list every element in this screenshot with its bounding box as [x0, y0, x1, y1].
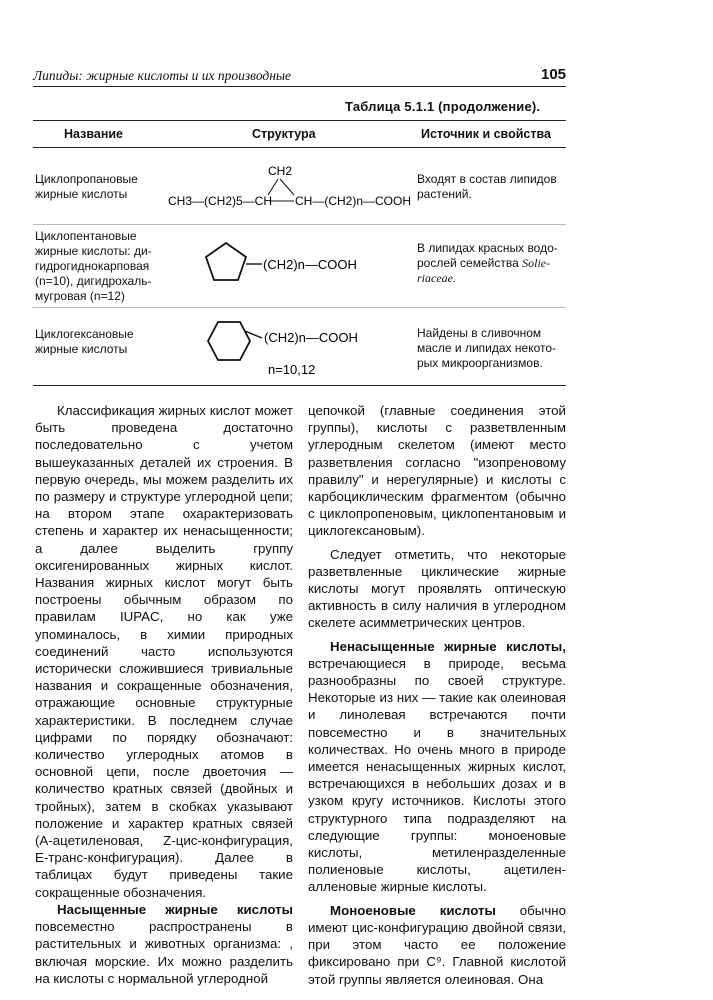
row2-name-line: гидрогиднокарповая [35, 259, 150, 273]
row2-source [417, 241, 558, 286]
table-bottom-rule [33, 385, 566, 386]
row3-source [417, 326, 556, 371]
column-header-name: Название [64, 127, 124, 141]
ring-bond-left [268, 179, 278, 195]
row2-source-line [417, 256, 558, 271]
row1-source-line: Входят в состав липидов [417, 172, 557, 186]
row1-source [417, 172, 557, 202]
paragraph-unsaturated-text: встречающиеся в природе, весьма разнообразны по своей структуре. Некоторые из них — такие как олеиновая и линолевая встречаются почти повсеместно и в значительных количествах. Но очень много в природе имеется ненасыщенных жирных кислот, встречающихся в небольших дозах и в узком кругу источников. Кислоты этого структурного типа подразделяют на следующие группы: моноеновые кислоты, метиленразделенные полиеновые кислоты, ацетилен-алленовые жирные кислоты. [308, 655, 566, 895]
row2-name-line: жирные кислоты: ди- [35, 244, 152, 258]
running-title: Липиды: жирные кислоты и их производные [33, 68, 292, 83]
heading-monoenoic-acids: Моноеновые кислоты [330, 902, 496, 918]
table-top-rule [33, 120, 566, 121]
cyclopentane-chain: (CH2)n—COOH [263, 257, 357, 272]
formula-ch2-label: CH2 [268, 164, 293, 178]
formula-right-chain: CH—(CH2)n—COOH [295, 194, 412, 208]
paragraph-optical-activity: Следует отметить, что некоторые разветвленные циклические жирные кислоты могут проявлять оптическую активность в силу наличия в углеродном скелете асимметрических центров. [308, 546, 566, 631]
row-separator [33, 307, 566, 308]
heading-unsaturated-acids: Ненасыщенные жирные кислоты, [330, 638, 566, 654]
row2-name-line: Циклопентановые [35, 229, 137, 243]
row-separator [33, 224, 566, 225]
paragraph-monoenoic-text: обычно имеют цис-конфигурацию двойной связи, при этом часто ее положение фиксировано при C⁹. Главной кислотой этой группы является олеиновая. Она [308, 902, 566, 987]
row2-source-text: рослей семейства [417, 256, 519, 270]
paragraph-saturated-text: повсеместно распространены в растительных и животных организма: , включая морские. Их можно разделить на кислоты с нормальной углеродной [35, 919, 293, 986]
row1-name-line: Циклопропановые [35, 172, 138, 186]
page-number: 105 [541, 66, 567, 83]
column-header-source: Источник и свойства [421, 127, 551, 141]
heading-saturated-acids: Насыщенные жирные кислоты [57, 901, 293, 917]
table-caption: Таблица 5.1.1 (продолжение). [345, 99, 541, 114]
cyclopropane-formula [160, 157, 415, 217]
body-right-column [308, 402, 566, 988]
row2-source-italic: riaceae. [417, 271, 456, 285]
row1-name-line: жирные кислоты [35, 187, 128, 201]
paragraph-classification: Классификация жирных кислот может быть проведена достаточно последовательно с учетом вышеуказанных деталей их строения. В первую очередь, мы можем разделить их по размеру и структуре углеродной цепи; на втором этапе охарактеризовать степень и характер их ненасыщенности; а далее выделить группу оксигенированных жирных кислот. Названия жирных кислот могут быть построены обычным образом по правилам IUPAC, но как уже упоминалось, в химии природных соединений часто используются исторически сложившиеся тривиальные названия и сокращенные обозначения, отражающие основные структурные характеристики. В последнем случае цифрами по порядку обозначают: количество углеродных атомов в основной цепи, после двоеточия — количество кратных связей (двойных и тройных), затем в скобках указывают положение и характер кратных связей (А-ацетиленовая, Z-цис-конфигурация, E-транс-конфигурация). Далее в таблицах будут приведены такие сокращенные обозначения. [35, 403, 293, 900]
row3-name-line: жирные кислоты [35, 342, 128, 356]
row1-name [35, 172, 138, 202]
cyclopentane-ring [206, 243, 246, 280]
cyclopentane-formula [200, 238, 370, 288]
row2-source-italic: Solie- [522, 256, 551, 270]
row2-name-line: (n=10), дигидрохаль- [35, 274, 152, 288]
paragraph-continuation: цепочкой (главные соединения этой группы), кислоты с разветвленным углеродным скелетом (имеют место разветвления согласно "изопреновому правилу" и нерегулярные) и кислоты с карбоциклическим фрагментом (обычно с циклопропеновым, циклопентановым и циклогексановым). [308, 403, 566, 539]
cyclohexane-chain: (CH2)n—COOH [264, 330, 358, 345]
header-rule [33, 86, 566, 87]
cyclohexane-formula [200, 316, 375, 381]
paragraph-saturated [35, 901, 293, 987]
cyclohexane-ring [208, 322, 250, 360]
row3-source-line: рых микроорганизмов. [417, 356, 543, 370]
row1-source-line: растений. [417, 187, 472, 201]
paragraph-unsaturated [308, 638, 566, 896]
row2-name [35, 229, 152, 304]
paragraph-monoenoic [308, 902, 566, 988]
formula-left-chain: CH3—(CH2)5—CH [168, 194, 273, 208]
cyclohexane-n-note: n=10,12 [268, 362, 316, 377]
table-header-rule [33, 147, 566, 148]
row3-name-line: Циклогексановые [35, 327, 134, 341]
column-header-structure: Структура [252, 127, 316, 141]
row3-name [35, 327, 134, 357]
ring-bond-right [280, 179, 294, 195]
row2-source-line: В липидах красных водо- [417, 241, 558, 255]
body-left-column [35, 402, 293, 987]
row2-name-line: мугровая (n=12) [35, 289, 125, 303]
row3-source-line: масле и липидах некото- [417, 341, 557, 355]
row3-source-line: Найдены в сливочном [417, 326, 542, 340]
